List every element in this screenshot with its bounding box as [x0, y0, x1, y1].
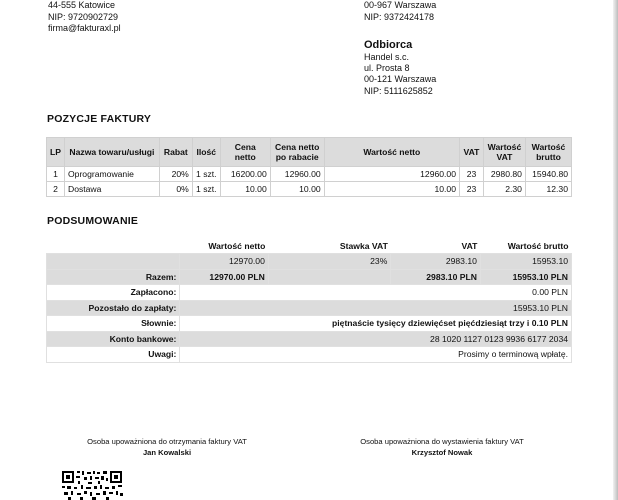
cell-vat-value: 2.30 [483, 182, 525, 197]
summary-header-row [47, 238, 572, 254]
col-header-name: Nazwa towaru/usługi [64, 138, 159, 167]
cell-net-value: 12960.00 [324, 167, 459, 182]
summary-header-rate: Stawka VAT [268, 238, 391, 254]
receiver-caption: Osoba upoważniona do otrzymania faktury VAT [87, 437, 247, 446]
items-section-title: POZYCJE FAKTURY [47, 113, 152, 125]
cell-gross-value: 12.30 [525, 182, 571, 197]
items-header-row [47, 138, 572, 167]
col-header-lp: LP [47, 138, 65, 167]
buyer-partial-nip: NIP: 9372424178 [364, 11, 435, 22]
buyer-heading: Odbiorca [364, 39, 413, 51]
summary-words-label: Słownie: [47, 316, 180, 332]
summary-account-row [47, 331, 572, 347]
cell-vat: 23 [459, 167, 483, 182]
summary-paid-row [47, 285, 572, 301]
buyer-street: ul. Prosta 8 [364, 63, 410, 74]
issuer-signature [344, 437, 540, 458]
cell-qty: 1 szt. [192, 182, 220, 197]
cell-vat: 23 [459, 182, 483, 197]
seller-email[interactable]: firma@fakturaxl.pl [48, 23, 121, 33]
summary-total-row [47, 269, 572, 285]
buyer-city: 00-121 Warszawa [364, 74, 437, 85]
summary-total-label: Razem: [47, 269, 180, 285]
cell-net-price-discounted: 12960.00 [270, 167, 324, 182]
summary-total-net: 12970.00 PLN [180, 269, 268, 285]
summary-words-value: piętnaście tysięcy dziewięćset pięćdziesiąt trzy i 0.10 PLN [180, 316, 572, 332]
table-row [47, 182, 572, 197]
summary-remaining-label: Pozostało do zapłaty: [47, 300, 180, 316]
cell-gross-value: 15940.80 [525, 167, 571, 182]
cell-name: Oprogramowanie [64, 167, 159, 182]
summary-paid-value: 0.00 PLN [180, 285, 572, 301]
summary-table [46, 238, 572, 363]
qr-code-icon [62, 470, 124, 500]
items-table [46, 137, 572, 197]
issuer-caption: Osoba upoważniona do wystawienia faktury VAT [360, 437, 524, 446]
col-header-gross-value: Wartość brutto [525, 138, 571, 167]
seller-block [48, 0, 121, 35]
summary-notes-value: Prosimy o terminową wpłatę. [180, 347, 572, 363]
summary-rate-net: 12970.00 [180, 254, 268, 270]
cell-lp: 1 [47, 167, 65, 182]
summary-notes-row [47, 347, 572, 363]
cell-vat-value: 2980.80 [483, 167, 525, 182]
col-header-net-price: Cena netto [220, 138, 270, 167]
summary-account-label: Konto bankowe: [47, 331, 180, 347]
summary-paid-label: Zapłacono: [47, 285, 180, 301]
buyer-name: Handel s.c. [364, 52, 410, 62]
summary-header-gross: Wartość brutto [480, 238, 571, 254]
buyer-nip: NIP: 5111625852 [364, 85, 433, 96]
summary-rate-gross: 15953.10 [480, 254, 571, 270]
cell-discount: 0% [159, 182, 192, 197]
cell-qty: 1 szt. [192, 167, 220, 182]
col-header-net-price-discounted: Cena netto po rabacie [270, 138, 324, 167]
summary-total-vat: 2983.10 PLN [391, 269, 481, 285]
seller-nip: NIP: 9720902729 [48, 11, 119, 22]
issuer-name: Krzysztof Nowak [411, 447, 473, 457]
seller-city: 44-555 Katowice [48, 0, 116, 10]
cell-name: Dostawa [64, 182, 159, 197]
cell-net-price-discounted: 10.00 [270, 182, 324, 197]
summary-rate-vat: 2983.10 [391, 254, 481, 270]
summary-notes-label: Uwagi: [47, 347, 180, 363]
col-header-discount: Rabat [159, 138, 192, 167]
page-edge-shadow [613, 0, 618, 500]
receiver-name: Jan Kowalski [142, 447, 192, 457]
cell-net-price: 10.00 [220, 182, 270, 197]
cell-net-value: 10.00 [324, 182, 459, 197]
col-header-vat: VAT [459, 138, 483, 167]
receiver-signature [72, 437, 262, 458]
buyer-partial-city: 00-967 Warszawa [364, 0, 437, 10]
summary-header-vat: VAT [391, 238, 481, 254]
col-header-qty: Ilość [192, 138, 220, 167]
buyer-partial-block [364, 0, 436, 23]
col-header-vat-value: Wartość VAT [483, 138, 525, 167]
col-header-net-value: Wartość netto [324, 138, 459, 167]
summary-rate-row [47, 254, 572, 270]
cell-net-price: 16200.00 [220, 167, 270, 182]
summary-total-gross: 15953.10 PLN [480, 269, 571, 285]
buyer-block [364, 38, 436, 97]
summary-words-row [47, 316, 572, 332]
summary-section-title: PODSUMOWANIE [47, 215, 139, 227]
cell-discount: 20% [159, 167, 192, 182]
summary-account-value: 28 1020 1127 0123 9936 6177 2034 [180, 331, 572, 347]
cell-lp: 2 [47, 182, 65, 197]
summary-remaining-value: 15953.10 PLN [180, 300, 572, 316]
table-row [47, 167, 572, 182]
summary-header-net: Wartość netto [180, 238, 268, 254]
summary-total-rate [268, 269, 391, 285]
summary-remaining-row [47, 300, 572, 316]
summary-rate-rate: 23% [268, 254, 391, 270]
